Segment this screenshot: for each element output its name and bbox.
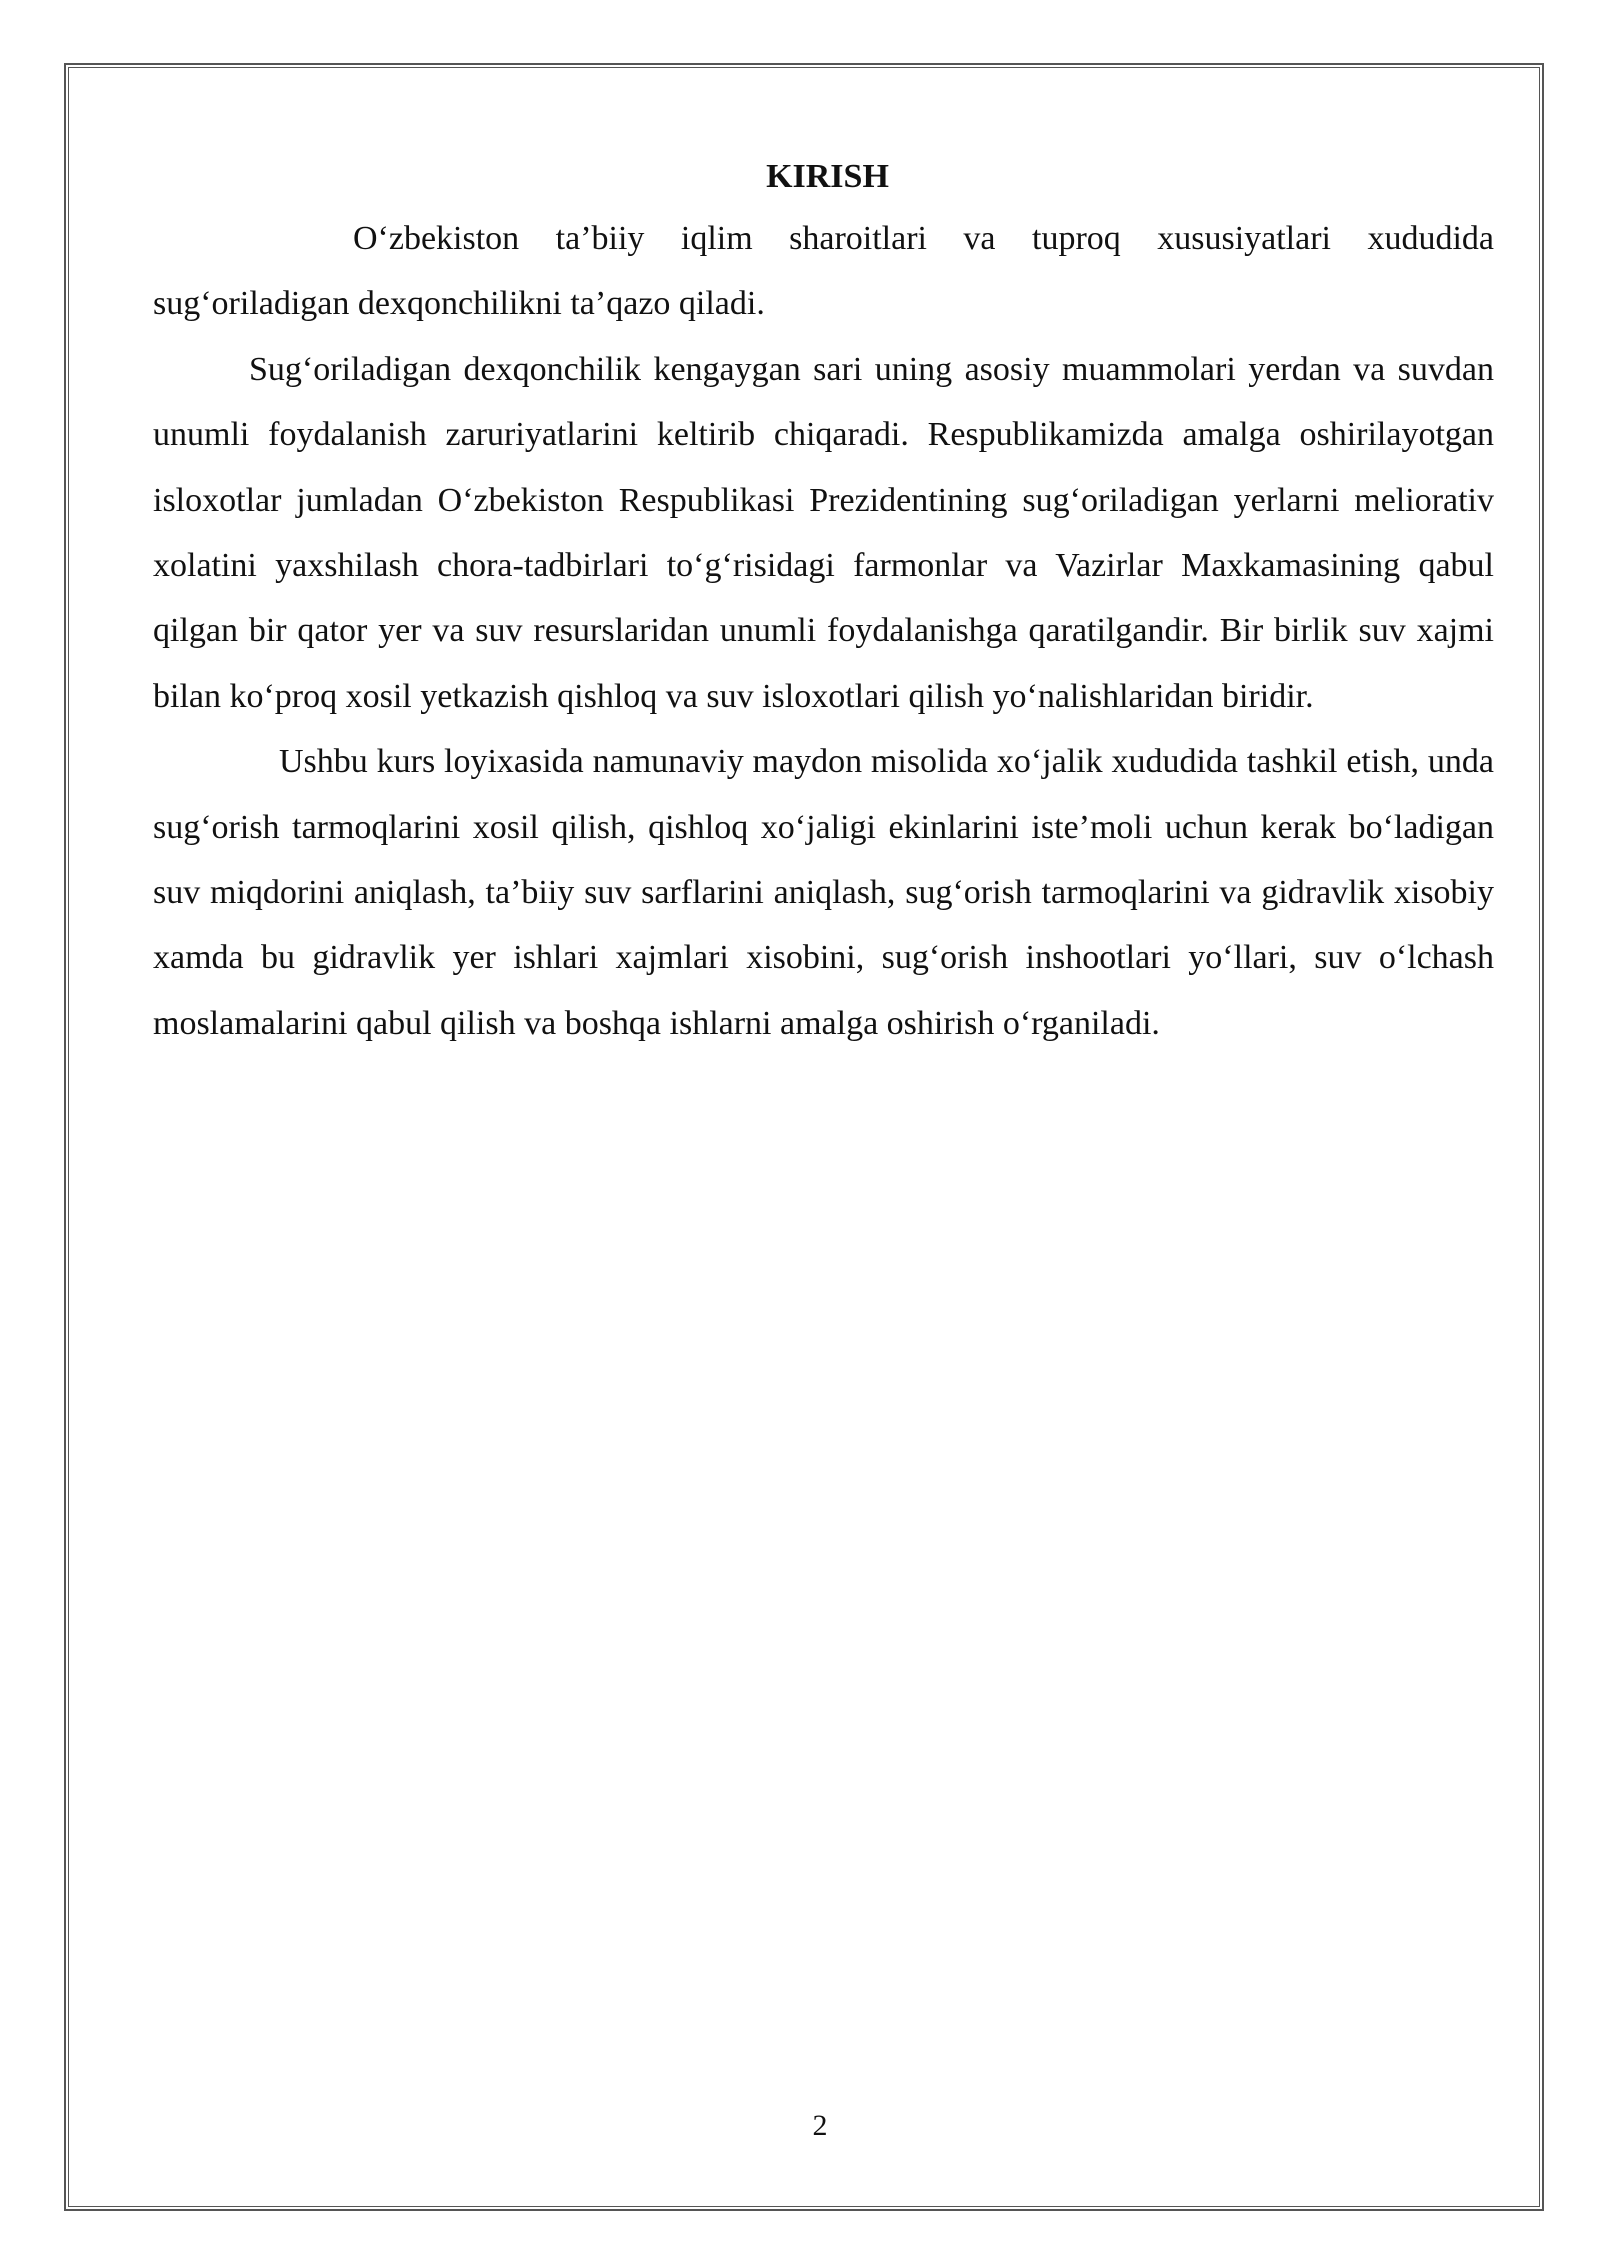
- paragraph-3: Ushbu kurs loyixasida namunaviy maydon misolida xo‘jalik xududida tashkil etish, unda sug‘orish tarmoqlarini xosil qilish, qishloq xo‘jaligi ekinlarini iste’moli uchun kerak bo‘ladigan suv miqdorini aniqlash, ta’biiy suv sarflarini aniqlash, sug‘orish tarmoqlarini va gidravlik xisobiy xamda bu gidravlik yer ishlari xajmlari xisobini, sug‘orish inshootlari yo‘llari, suv o‘lchash moslamalarini qabul qilish va boshqa ishlarni amalga oshirish o‘rganiladi.: [153, 743, 1494, 1042]
- paragraph-1: O‘zbekiston ta’biiy iqlim sharoitlari va tuproq xususiyatlari xududida sug‘oriladigan dexqonchilikni ta’qazo qiladi.: [153, 220, 1494, 323]
- page-number: 2: [812, 2109, 828, 2142]
- page-content: [153, 148, 1494, 1056]
- section-title: KIRISH: [766, 158, 889, 195]
- paragraph-2: Sug‘oriladigan dexqonchilik kengaygan sari uning asosiy muammolari yerdan va suvdan unumli foydalanish zaruriyatlarini keltirib chiqaradi. Respublikamizda amalga oshirilayotgan isloxotlar jumladan O‘zbekiston Respublikasi Prezidentining sug‘oriladigan yerlarni meliorativ xolatini yaxshilash chora-tadbirlari to‘g‘risidagi farmonlar va Vazirlar Maxkamasining qabul qilgan bir qator yer va suv resurslaridan unumli foydalanishga qaratilgandir. Bir birlik suv xajmi bilan ko‘proq xosil yetkazish qishloq va suv isloxotlari qilish yo‘nalishlaridan biridir.: [153, 350, 1494, 715]
